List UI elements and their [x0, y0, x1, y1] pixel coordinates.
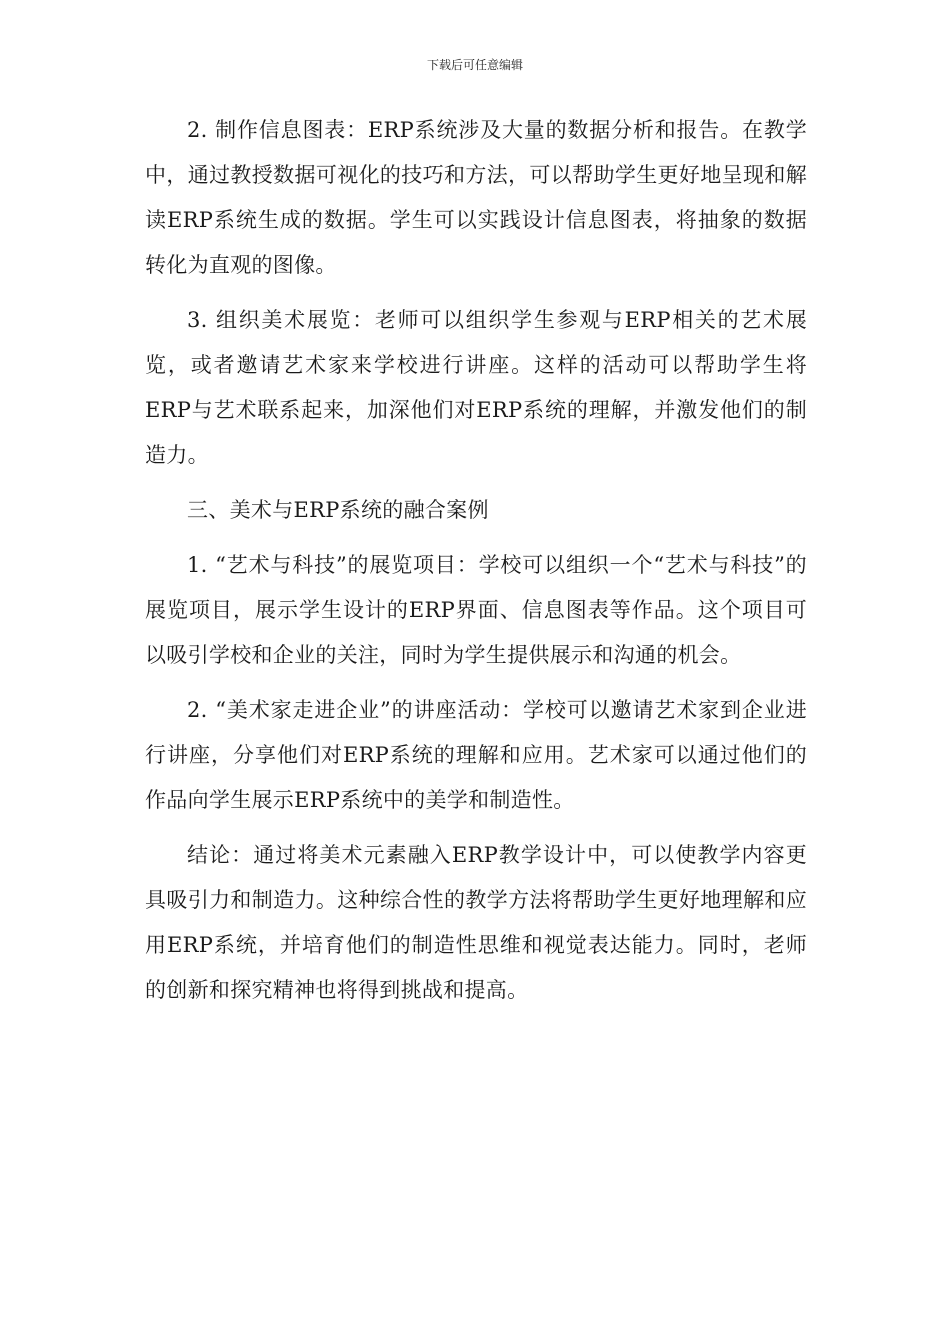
- page-header: 下载后可任意编辑: [426, 58, 523, 72]
- paragraph-case-art-tech: 1. “艺术与科技”的展览项目：学校可以组织一个“艺术与科技”的展览项目，展示学生设计的ERP界面、信息图表等作品。这个项目可以吸引学校和企业的关注，同时为学生提供展示和沟通的机会。: [145, 553, 807, 667]
- document-body: [145, 108, 807, 1023]
- paragraph-infographics: 2. 制作信息图表：ERP系统涉及大量的数据分析和报告。在教学中，通过教授数据可视化的技巧和方法，可以帮助学生更好地呈现和解读ERP系统生成的数据。学生可以实践设计信息图表，将抽象的数据转化为直观的图像。: [145, 118, 807, 277]
- paragraph-case-artist-lecture: 2. “美术家走进企业”的讲座活动：学校可以邀请艺术家到企业进行讲座，分享他们对ERP系统的理解和应用。艺术家可以通过他们的作品向学生展示ERP系统中的美学和制造性。: [145, 698, 807, 812]
- paragraph-conclusion: 结论：通过将美术元素融入ERP教学设计中，可以使教学内容更具吸引力和制造力。这种综合性的教学方法将帮助学生更好地理解和应用ERP系统，并培育他们的制造性思维和视觉表达能力。同时，老师的创新和探究精神也将得到挑战和提高。: [145, 843, 807, 1002]
- paragraph-art-exhibition: 3. 组织美术展览：老师可以组织学生参观与ERP相关的艺术展览，或者邀请艺术家来学校进行讲座。这样的活动可以帮助学生将ERP与艺术联系起来，加深他们对ERP系统的理解，并激发他们的制造力。: [145, 308, 807, 467]
- section-heading-cases: 三、美术与ERP系统的融合案例: [187, 498, 489, 522]
